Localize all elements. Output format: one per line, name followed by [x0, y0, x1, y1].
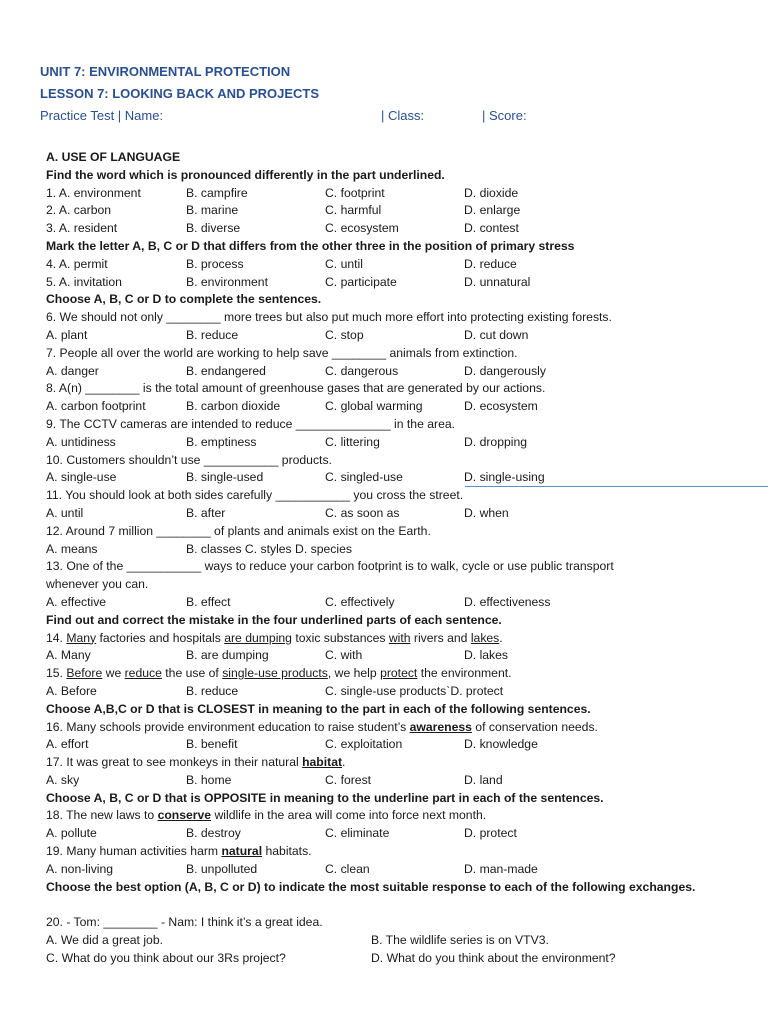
option: A. plant: [46, 327, 88, 342]
option: C. eliminate: [325, 826, 390, 841]
class-label: | Class:: [381, 108, 425, 123]
option: B. The wildlife series is on VTV3.: [371, 933, 549, 948]
option: C. until: [325, 256, 363, 271]
section-heading: A. USE OF LANGUAGE: [46, 150, 181, 164]
question-row: [46, 202, 726, 220]
option: C. ecosystem: [325, 221, 399, 236]
underlined-part: habitat: [302, 755, 343, 770]
option: C. effectively: [325, 594, 395, 609]
sentence-text: wildlife in the area will come into force next month.: [211, 808, 487, 823]
option: A. carbon footprint: [46, 399, 146, 414]
option: C. forest: [325, 772, 372, 787]
option: 4. A. permit: [46, 256, 108, 271]
question-stem: 6. We should not only ________ more trees but also put much more effort into protecting existing forests.: [46, 310, 612, 325]
underlined-part: with: [388, 630, 411, 645]
option: A. Before: [46, 683, 97, 698]
option: B. after: [186, 505, 226, 520]
option: D. when: [464, 505, 509, 520]
option: D. unnatural: [464, 274, 531, 289]
option: B. emptiness: [186, 434, 257, 449]
option: D. reduce: [464, 256, 517, 271]
question-number: 15.: [46, 666, 67, 681]
option: B. carbon dioxide: [186, 399, 281, 414]
underlined-part: conserve: [157, 808, 212, 823]
sentence-text: 16. Many schools provide environment education to raise student’s: [46, 719, 410, 734]
answer-row: [46, 772, 726, 790]
question-stem: 20. - Tom: ________ - Nam: I think it’s a great idea.: [46, 915, 323, 930]
sentence-text: 18. The new laws to: [46, 808, 158, 823]
sentence-text: habitats.: [262, 844, 312, 859]
option: A. effective: [46, 594, 107, 609]
option: 1. A. environment: [46, 185, 141, 200]
instruction-mistake: Find out and correct the mistake in the four underlined parts of each sentence.: [46, 612, 502, 627]
question-stem: [46, 630, 726, 648]
option: 5. A. invitation: [46, 274, 122, 289]
option: B. single-used: [186, 470, 264, 485]
option: B. endangered: [186, 363, 266, 378]
question-stem: [46, 665, 726, 683]
question-row: [46, 274, 726, 292]
option: D. dangerously: [464, 363, 546, 378]
option: D. enlarge: [464, 203, 521, 218]
option: D. cut down: [464, 327, 529, 342]
answer-row: [46, 541, 726, 559]
option: A. sky: [46, 772, 80, 787]
answer-row: [46, 825, 726, 843]
option: A. effort: [46, 737, 89, 752]
option: C. harmful: [325, 203, 382, 218]
underlined-part: protect: [380, 666, 418, 681]
option: C. global warming: [325, 399, 423, 414]
option: C. dangerous: [325, 363, 399, 378]
option: D. knowledge: [464, 737, 538, 752]
option: A. single-use: [46, 470, 117, 485]
answer-row: [46, 594, 726, 612]
instruction-response: Choose the best option (A, B, C or D) to indicate the most suitable response to each of the following exchanges.: [46, 879, 696, 894]
option: C. as soon as: [325, 505, 400, 520]
answer-row: [46, 505, 726, 523]
underlined-part: single-use products: [222, 666, 328, 681]
option: C. with: [325, 648, 363, 663]
instruction-opposite: Choose A, B, C or D that is OPPOSITE in meaning to the underline part in each of the sentences.: [46, 790, 604, 805]
underlined-part: are dumping: [224, 630, 292, 645]
question-stem: 11. You should look at both sides carefully ___________ you cross the street.: [46, 488, 464, 503]
answer-row: [46, 647, 726, 665]
option: A. Many: [46, 648, 91, 663]
option: B. are dumping: [186, 648, 269, 663]
sentence-text: of conservation needs.: [471, 719, 598, 734]
option: C. single-use products`D. protect: [325, 683, 504, 698]
answer-row: [46, 469, 726, 487]
question-stem: 10. Customers shouldn’t use ___________ products.: [46, 452, 332, 467]
question-row: [46, 220, 726, 238]
question-stem: 8. A(n) ________ is the total amount of greenhouse gases that are generated by our actions.: [46, 381, 546, 396]
option: C. singled-use: [325, 470, 403, 485]
answer-row: [46, 363, 726, 381]
question-stem: [46, 719, 726, 737]
option: C. exploitation: [325, 737, 403, 752]
sentence-text: .: [499, 630, 503, 645]
option: 2. A. carbon: [46, 203, 112, 218]
option: D. ecosystem: [464, 399, 538, 414]
answer-row: [46, 950, 726, 968]
underlined-part: reduce: [124, 666, 162, 681]
question-row: [46, 185, 726, 203]
option: C. participate: [325, 274, 397, 289]
option: B. reduce: [186, 327, 239, 342]
answer-row: [46, 736, 726, 754]
question-stem: [46, 754, 726, 772]
question-stem: [46, 843, 726, 861]
question-stem: 13. One of the ___________ ways to reduce your carbon footprint is to walk, cycle or use public transport: [46, 559, 614, 574]
instruction-complete: Choose A, B, C or D to complete the sentences.: [46, 292, 322, 307]
option: B. campfire: [186, 185, 248, 200]
question-stem: 7. People all over the world are working to help save ________ animals from extinction.: [46, 345, 518, 360]
option: B. unpolluted: [186, 861, 258, 876]
underlined-part: Many: [66, 630, 97, 645]
option: A. until: [46, 505, 84, 520]
sentence-text: the use of: [161, 666, 223, 681]
option: A. We did a great job.: [46, 933, 163, 948]
option: 3. A. resident: [46, 221, 118, 236]
unit-title: UNIT 7: ENVIRONMENTAL PROTECTION: [40, 64, 291, 79]
sentence-text: rivers and: [410, 630, 471, 645]
option: B. process: [186, 256, 244, 271]
instruction-closest: Choose A,B,C or D that is CLOSEST in meaning to the part in each of the following sentences.: [46, 701, 591, 716]
option: A. untidiness: [46, 434, 116, 449]
option: B. home: [186, 772, 232, 787]
option: B. reduce: [186, 683, 239, 698]
lesson-title: LESSON 7: LOOKING BACK AND PROJECTS: [40, 86, 320, 101]
option: A. danger: [46, 363, 99, 378]
option: C. littering: [325, 434, 380, 449]
answer-row: [46, 683, 726, 701]
sentence-text: 19. Many human activities harm: [46, 844, 222, 859]
option: D. dropping: [464, 434, 528, 449]
sentence-text: 17. It was great to see monkeys in their natural: [46, 755, 303, 770]
option: C. footprint: [325, 185, 385, 200]
sentence-text: toxic substances: [291, 630, 389, 645]
exercise-body: [46, 149, 726, 968]
sentence-text: , we help: [327, 666, 381, 681]
option: D. dioxide: [464, 185, 519, 200]
underlined-part: Before: [66, 666, 103, 681]
sentence-text: we: [102, 666, 125, 681]
answer-row: [46, 398, 726, 416]
option: D. land: [464, 772, 503, 787]
question-number: 14.: [46, 630, 67, 645]
option: B. benefit: [186, 737, 238, 752]
score-label: | Score:: [482, 108, 527, 123]
underlined-part: lakes: [470, 630, 500, 645]
option: D. contest: [464, 221, 519, 236]
option: D. man-made: [464, 861, 538, 876]
option: B. marine: [186, 203, 239, 218]
student-info-line: [40, 108, 600, 128]
option: C. clean: [325, 861, 370, 876]
sentence-text: .: [342, 755, 346, 770]
answer-row: [46, 932, 726, 950]
question-stem: [46, 807, 726, 825]
option: A. pollute: [46, 826, 97, 841]
option: B. effect: [186, 594, 231, 609]
option: B. classes C. styles D. species: [186, 541, 352, 556]
instruction-stress: Mark the letter A, B, C or D that differs from the other three in the position of primary stress: [46, 238, 575, 253]
option: D. lakes: [464, 648, 509, 663]
option: D. What do you think about the environment?: [371, 950, 616, 965]
underlined-part: natural: [221, 844, 263, 859]
practice-name-label: Practice Test | Name:: [40, 108, 164, 123]
option: D. single-using: [464, 470, 545, 485]
question-stem: 9. The CCTV cameras are intended to reduce ______________ in the area.: [46, 416, 456, 431]
answer-row: [46, 861, 726, 879]
question-stem-continued: whenever you can.: [46, 577, 149, 592]
option: D. protect: [464, 826, 517, 841]
option: D. effectiveness: [464, 594, 551, 609]
question-stem: 12. Around 7 million ________ of plants and animals exist on the Earth.: [46, 523, 431, 538]
instruction-pronunciation: Find the word which is pronounced differently in the part underlined.: [46, 167, 445, 182]
option: C. What do you think about our 3Rs project?: [46, 950, 286, 965]
answer-row: [46, 434, 726, 452]
option: B. destroy: [186, 826, 241, 841]
underlined-part: awareness: [409, 719, 472, 734]
option: C. stop: [325, 327, 364, 342]
question-row: [46, 256, 726, 274]
answer-row: [46, 327, 726, 345]
option: B. diverse: [186, 221, 241, 236]
sentence-text: factories and hospitals: [96, 630, 225, 645]
option: A. means: [46, 541, 98, 556]
option: A. non-living: [46, 861, 114, 876]
option: B. environment: [186, 274, 268, 289]
sentence-text: the environment.: [417, 666, 512, 681]
